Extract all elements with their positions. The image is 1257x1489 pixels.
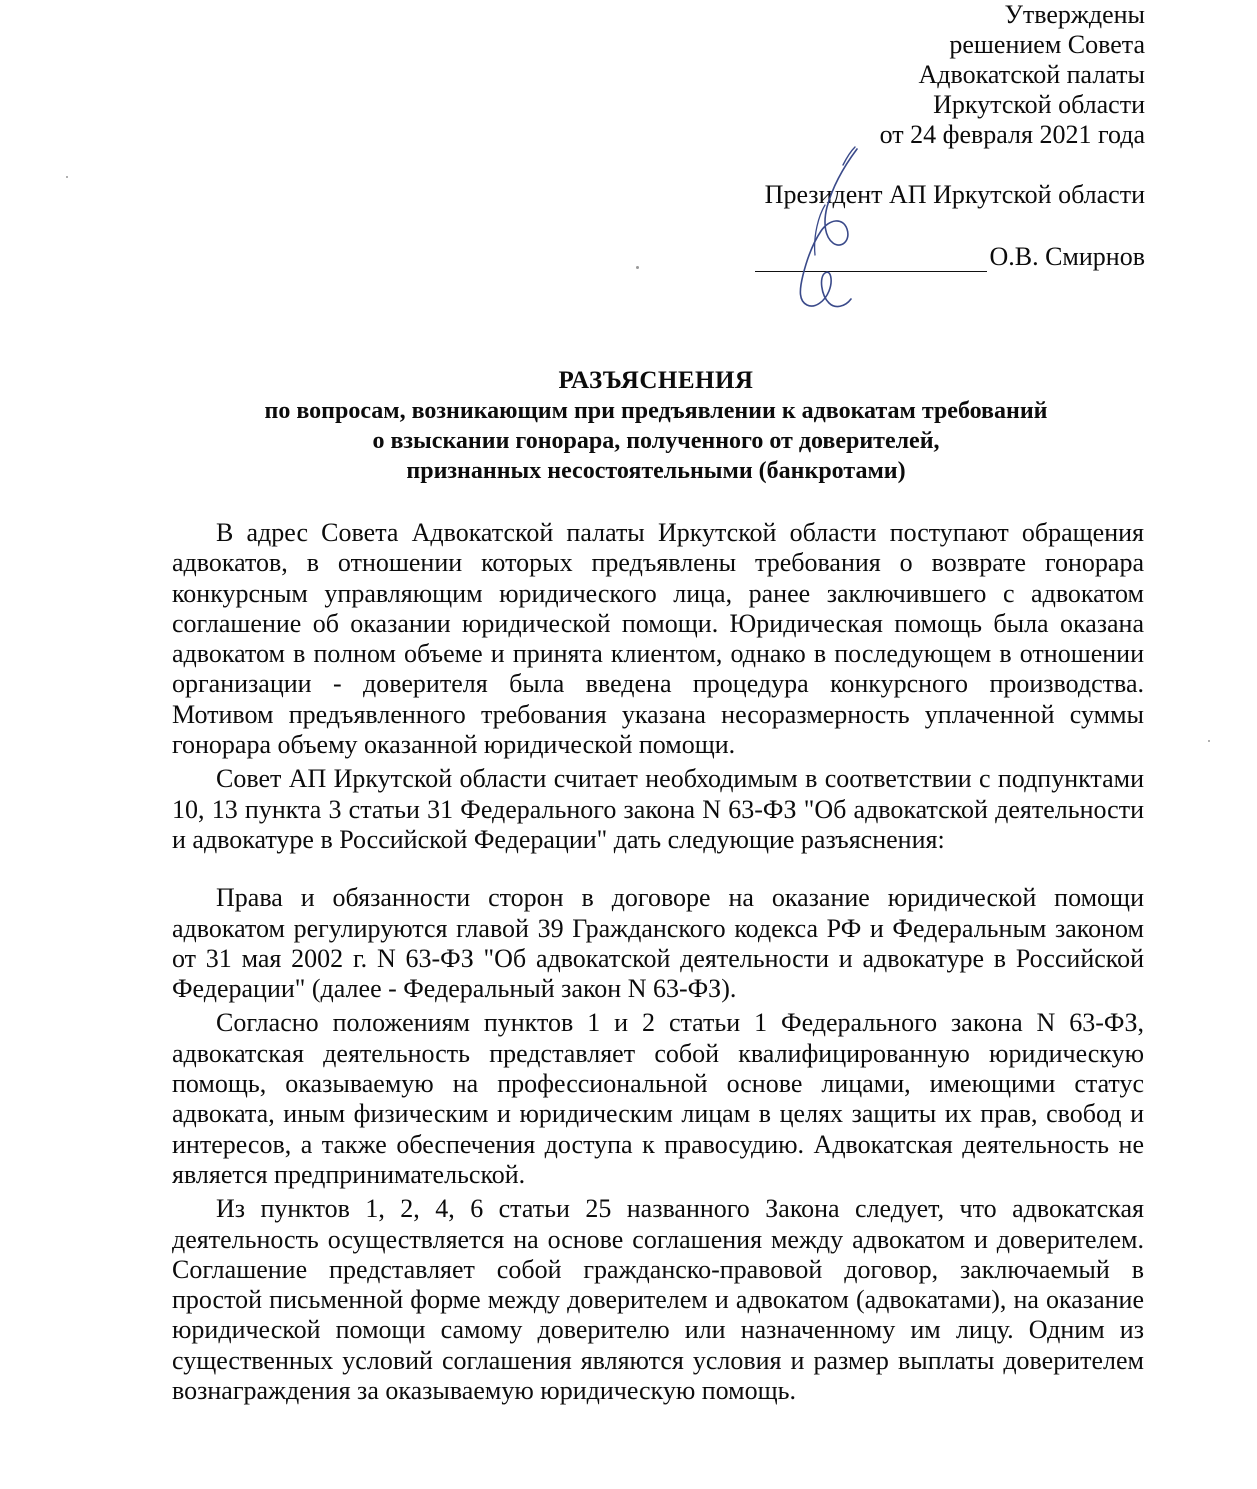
approval-line: Иркутской области [933,90,1145,119]
document-body [172,518,1144,1406]
document-title [150,366,1162,486]
paragraph: Из пунктов 1, 2, 4, 6 статьи 25 названного Закона следует, что адвокатская деятельность осуществляется на основе соглашения между адвокатом и доверителем. Соглашение представляет собой гражданско-правовой договор, заключаемый в простой письменной форме между доверителем и адвокатом (адвокатами), на оказание юридической помощи самому доверителю или назначенному им лицу. Одним из существенных условий соглашения являются условия и размер выплаты доверителем вознаграждения за оказываемую юридическую помощь. [172,1194,1144,1406]
paragraph: Права и обязанности сторон в договоре на оказание юридической помощи адвокатом регулируются главой 39 Гражданского кодекса РФ и Федеральным законом от 31 мая 2002 г. N 63-ФЗ "Об адвокатской деятельности и адвокатуре в Российской Федерации" (далее - Федеральный закон N 63-ФЗ). [172,883,1144,1004]
title-main: РАЗЪЯСНЕНИЯ [558,367,754,394]
signature-rule [755,245,987,272]
approval-date: от 24 февраля 2021 года [879,120,1145,149]
approval-line: Утверждены [1004,0,1145,29]
approval-line: Адвокатской палаты [918,60,1145,89]
approval-line: решением Совета [949,30,1145,59]
paragraph: В адрес Совета Адвокатской палаты Иркутской области поступают обращения адвокатов, в отношении которых предъявлены требования о возврате гонорара конкурсным управляющим юридического лица, ранее заключившего с адвокатом соглашение об оказании юридической помощи. Юридическая помощь была оказана адвокатом в полном объеме и принята клиентом, однако в последующем в отношении организации - доверителя была введена процедура конкурсного производства. Мотивом предъявленного требования указана несоразмерность уплаченной суммы гонорара объему оказанной юридической помощи. [172,518,1144,760]
scan-speck [66,176,68,178]
title-subline: признанных несостоятельными (банкротами) [406,458,906,484]
handwritten-signature [785,145,865,320]
title-subline: по вопросам, возникающим при предъявлении к адвокатам требований [264,398,1048,424]
paragraph: Совет АП Иркутской области считает необходимым в соответствии с подпунктами 10, 13 пункта 3 статьи 31 Федерального закона N 63-ФЗ "Об адвокатской деятельности и адвокатуре в Российской Федерации" дать следующие разъяснения: [172,764,1144,854]
scan-speck [1208,740,1210,742]
scan-speck [636,266,639,269]
title-subline: о взыскании гонорара, полученного от доверителей, [372,428,940,454]
paragraph: Согласно положениям пунктов 1 и 2 статьи 1 Федерального закона N 63-ФЗ, адвокатская деятельность представляет собой квалифицированную юридическую помощь, оказываемую на профессиональной основе лицами, имеющими статус адвоката, иным физическим и юридическим лицам в целях защиты их прав, свобод и интересов, а также обеспечения доступа к правосудию. Адвокатская деятельность не является предпринимательской. [172,1008,1144,1189]
signatory-name: О.В. Смирнов [989,242,1145,271]
signature-line [755,242,1145,272]
president-title: Президент АП Иркутской области [764,180,1145,209]
approval-block [880,0,1145,150]
